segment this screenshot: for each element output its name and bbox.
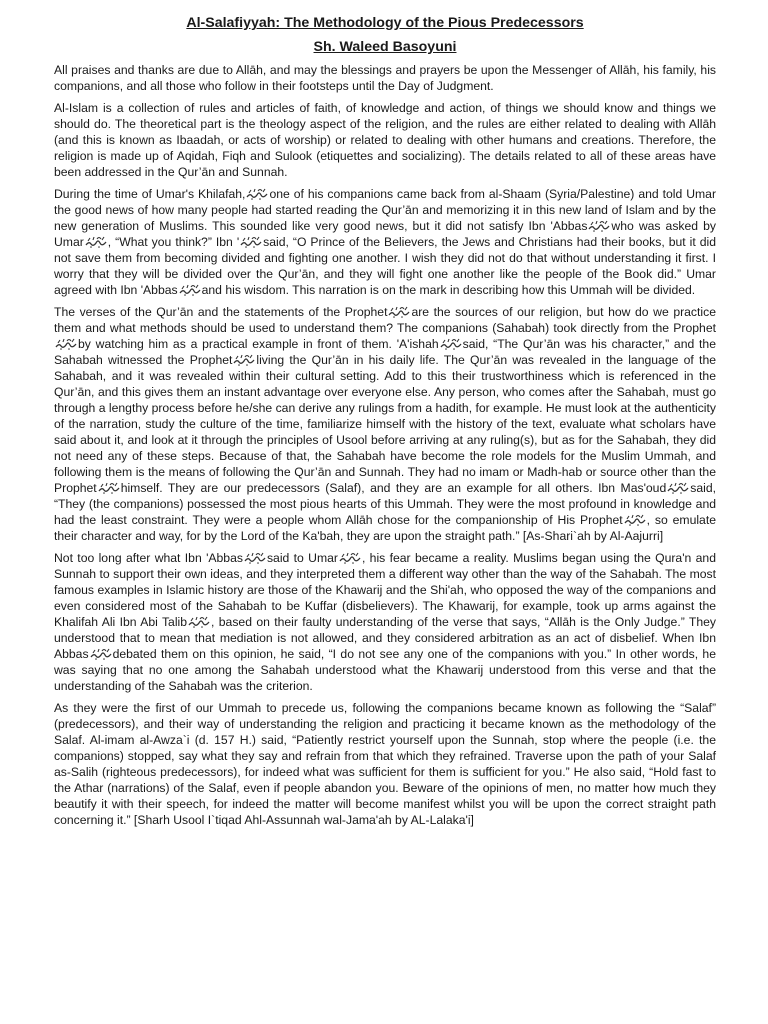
document-author: Sh. Waleed Basoyuni	[313, 39, 457, 55]
paragraph	[54, 62, 716, 94]
honorific-icon	[440, 337, 462, 350]
document-body	[54, 62, 716, 828]
honorific-icon	[244, 551, 266, 564]
paragraph-text: The verses of the Qur’ān and the statements of the Prophet	[54, 305, 388, 319]
honorific-icon	[179, 283, 201, 296]
paragraph-text: said, “The Qur’ān was his character,” and the Sahabah witnessed the Prophet	[54, 337, 716, 367]
honorific-icon	[388, 305, 410, 318]
paragraph-text: himself. They are our predecessors (Salaf), and they are an example for all others. Ibn Mas'oud	[120, 481, 667, 495]
paragraph-text: , his fear became a reality. Muslims began using the Qura'n and Sunnah to support their own ideas, and they interpreted them a different way other than the way of the Sahabah. The most famous examples in Islamic history are those of the Khawarij and the Shi'ah, who opposed the way of the companions and even considered most of the Sahabah to be Kuffar (disbelievers). The Khawarij, for example, took up arms against the Khalifah Ali Ibn Abi Talib	[54, 551, 716, 629]
honorific-icon	[246, 187, 268, 200]
paragraph	[54, 304, 716, 544]
honorific-icon	[240, 235, 262, 248]
honorific-icon	[339, 551, 361, 564]
honorific-icon	[188, 615, 210, 628]
paragraph-text: said to Umar	[266, 551, 338, 565]
honorific-icon	[667, 481, 689, 494]
paragraph-text: and his wisdom. This narration is on the mark in describing how this Ummah will be divided.	[201, 283, 696, 297]
paragraph	[54, 100, 716, 180]
honorific-icon	[624, 513, 646, 526]
paragraph-text: are the sources of our religion, but how do we practice them and what methods should be used to understand them? The companions (Sahabah) took directly from the Prophet	[54, 305, 716, 335]
paragraph-text: said, “They (the companions) possessed the most pious hearts of this Ummah. They were the most profound in knowledge and had the least constraint. They were a people whom Allāh chose for the companionship of His Prophet	[54, 481, 716, 527]
honorific-icon	[588, 219, 610, 232]
document-title: Al-Salafiyyah: The Methodology of the Pious Predecessors	[186, 15, 584, 31]
paragraph-text: , so emulate their character and way, for by the Lord of the Ka'bah, they are upon the straight path.” [As-Shari`ah by Al-Aajurri]	[54, 513, 716, 543]
paragraph-text: who was asked by Umar	[54, 219, 716, 249]
honorific-icon	[55, 337, 77, 350]
paragraph-text: one of his companions came back from al-Shaam (Syria/Palestine) and told Umar the good news of how many people had started reading the Qur’ān and memorizing it in this new land of Islam and by the new generation of Muslims. This sounded like very good news, but it did not satisfy Ibn 'Abbas	[54, 187, 716, 233]
paragraph-text: Al-Islam is a collection of rules and articles of faith, of knowledge and action, of things we should know and things we should do. The theoretical part is the theology aspect of the religion, and the rules are either related to dealing with Allāh (and this is known as Ibaadah, or acts of worship) or related to dealing with other humans and creations. Therefore, the religion is made up of Aqidah, Fiqh and Sulook (etiquettes and socializing). The details related to all of these areas have been addressed in the Qur’ān and Sunnah.	[54, 101, 716, 179]
honorific-icon	[233, 353, 255, 366]
paragraph-text: by watching him as a practical example in front of them. 'A'ishah	[78, 337, 439, 351]
paragraph-text: , “What you think?” Ibn '	[107, 235, 240, 249]
paragraph-text: Not too long after what Ibn 'Abbas	[54, 551, 243, 565]
paragraph-text: As they were the first of our Ummah to precede us, following the companions became known as following the “Salaf” (predecessors), and their way of understanding the religion and practicing it became known as the methodology of the Salaf. Al-imam al-Awza`i (d. 157 H.) said, “Patiently restrict yourself upon the Sunnah, stop where the people (i.e. the companions) stopped, say what they say and refrain from that which they refrained. Traverse upon the path of your Salaf as-Salih (righteous predecessors), for indeed what was sufficient for them is sufficient for you.” He also said, “Hold fast to the Athar (narrations) of the Salaf, even if people abandon you. Beware of the opinions of men, no matter how much they beautify it with their speech, for indeed the matter will become manifest whilst you will be upon the correct straight path concerning it.” [Sharh Usool I`tiqad Ahl-Assunnah wal-Jama'ah by AL-Lalaka'i]	[54, 701, 716, 827]
paragraph-text: All praises and thanks are due to Allāh, and may the blessings and prayers be upon the Messenger of Allāh, his family, his companions, and all those who follow in their footsteps until the Day of Judgment.	[54, 63, 716, 93]
paragraph-text: living the Qur’ān in his daily life. The Qur’ān was revealed in the language of the Sahabah, and it was revealed within their cultural setting. Add to this their trustworthiness which is referenced in the Qur’ān, and this gives them an instant advantage over everyone else. Any person, who comes after the Sahabah, must go through a lengthy process before he/she can derive any rulings from a hadith, for example. He must look at the authenticity of the narration, study the culture of the time, familiarize himself with the history of the text, evaluate what scholars have said about it, and look at it through the principles of Usool before arriving at any ruling(s), but as for the Sahabah, they did not need any of these steps. Because of that, the Sahabah have become the role models for the Muslim Ummah, and following them is the means of following the Qur’ān and Sunnah. They had no imam or Madh-hab or source other than the Prophet	[54, 353, 716, 495]
paragraph	[54, 700, 716, 828]
paragraph-text: During the time of Umar's Khilafah,	[54, 187, 246, 201]
paragraph	[54, 550, 716, 694]
paragraph-text: , based on their faulty understanding of the verse that says, “Allāh is the Only Judge.” They understood that to mean that mediation is not allowed, and they considered arbitration as an act of disbelief. When Ibn Abbas	[54, 615, 716, 661]
honorific-icon	[98, 481, 120, 494]
paragraph-text: said, “O Prince of the Believers, the Jews and Christians had their books, but it did not save them from becoming divided and fighting one another. I wish they did not do that without understanding it first. I worry that they will be divided over the Qur’ān, and they will fight one another like the people of the Book did.” Umar agreed with Ibn 'Abbas	[54, 235, 716, 297]
honorific-icon	[90, 647, 112, 660]
paragraph	[54, 186, 716, 298]
paragraph-text: debated them on this opinion, he said, “I do not see any one of the companions with you.” In other words, he was saying that no one among the Sahabah understood what the Khawarij understood from this verse and that the understanding of the Sahabah was the criterion.	[54, 647, 716, 693]
honorific-icon	[85, 235, 107, 248]
